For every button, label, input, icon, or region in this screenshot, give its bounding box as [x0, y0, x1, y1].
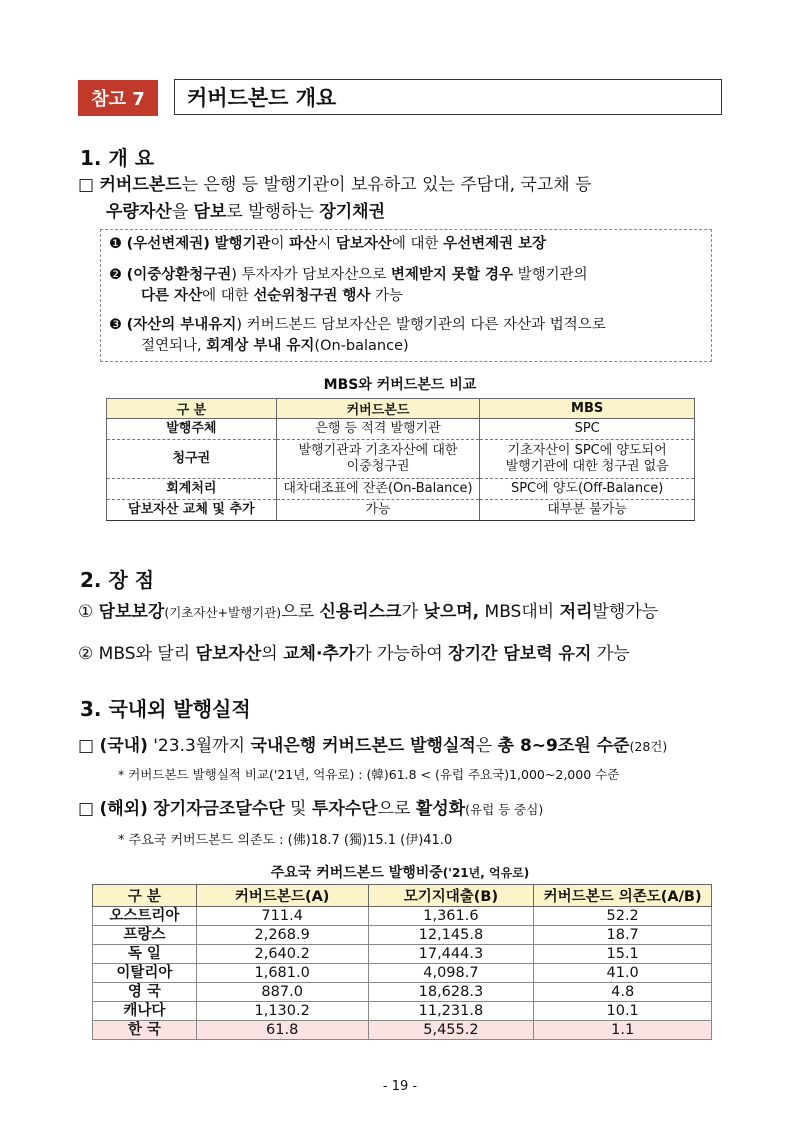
advantage-item-2 — [78, 641, 630, 668]
cell-line: 기초자산이 SPC에 양도되어 — [507, 443, 667, 458]
table-cell: 은행 등 적격 발행기관 — [276, 419, 480, 440]
column-header: 커버드본드 의존도(A/B) — [534, 885, 712, 907]
text: 절연되나, — [141, 338, 207, 354]
feature-item-3 — [109, 315, 606, 336]
overview-line-2 — [106, 199, 385, 226]
text: 발행기관 — [214, 236, 271, 252]
text: 교체·추가 — [283, 644, 356, 664]
table-cell: 887.0 — [196, 983, 368, 1002]
text: 시 — [317, 236, 336, 252]
row-header: 회계처리 — [107, 479, 277, 500]
bullet-square: □ — [78, 175, 95, 195]
table-cell: 1,361.6 — [368, 907, 534, 926]
text: 가 가능하여 — [355, 644, 449, 664]
table-row — [93, 907, 712, 926]
text: 이 — [270, 236, 290, 252]
bullet-square: □ — [78, 736, 95, 756]
domestic-note: * 커버드본드 발행실적 비교('21년, 억유로) : (韓)61.8 < (유럽 주요국)1,000~2,000 수준 — [118, 767, 620, 782]
table-cell: 12,145.8 — [368, 926, 534, 945]
text: 장기자금조달수단 — [153, 799, 285, 819]
number-marker: ❶ — [109, 236, 122, 252]
text: 으로 — [281, 602, 320, 622]
row-header: 담보자산 교체 및 추가 — [107, 500, 277, 521]
text: 선순위청구권 행사 — [253, 288, 371, 304]
text: ('21년, 억유로) — [442, 866, 530, 880]
text: 신용리스크 — [319, 602, 402, 622]
table-cell: 4,098.7 — [368, 964, 534, 983]
text: (유럽 등 중심) — [465, 802, 544, 817]
text: 낮으며, — [423, 602, 480, 622]
table-cell: 대차대조표에 잔존(On-Balance) — [276, 479, 480, 500]
row-header: 프랑스 — [93, 926, 197, 945]
text: (해외) — [99, 799, 148, 819]
advantage-item-1 — [78, 599, 658, 626]
feature-item-1 — [109, 234, 546, 255]
table-row — [107, 479, 695, 500]
table-cell: 가능 — [276, 500, 480, 521]
table-cell: 17,444.3 — [368, 945, 534, 964]
text: 의 — [261, 644, 284, 664]
row-header: 오스트리아 — [93, 907, 197, 926]
row-header: 독 일 — [93, 945, 197, 964]
overseas-note: * 주요국 커버드본드 의존도 : (佛)18.7 (獨)15.1 (伊)41.0 — [118, 833, 453, 848]
number-marker: ❷ — [109, 267, 122, 283]
overview-line-1 — [78, 172, 592, 199]
text: 을 — [171, 202, 194, 222]
table-cell: 18.7 — [534, 926, 712, 945]
text: 담보보강 — [98, 602, 165, 622]
text: (기초자산+발행기관) — [164, 605, 282, 620]
text: (28건) — [629, 739, 668, 754]
text: 담보자산 — [195, 644, 262, 664]
text: 은 — [475, 736, 498, 756]
table-cell: 1,130.2 — [196, 1002, 368, 1021]
column-header: 구 분 — [93, 885, 197, 907]
text: 담보자산 — [335, 236, 392, 252]
number-marker: ② — [78, 644, 94, 664]
text: 장기채권 — [319, 202, 386, 222]
page-number: - 19 - — [382, 1079, 418, 1094]
text: 활성화 — [415, 799, 466, 819]
table-header-row — [107, 399, 695, 419]
text: 변제받지 못할 경우 — [390, 267, 514, 283]
table-cell: 1.1 — [534, 1021, 712, 1040]
table-row — [93, 926, 712, 945]
text: 로 발행하는 — [226, 202, 320, 222]
text: '23.3월까지 — [147, 736, 251, 756]
row-header: 발행주체 — [107, 419, 277, 440]
text: 우량자산 — [106, 202, 172, 222]
table-cell: 5,455.2 — [368, 1021, 534, 1040]
column-header: 구 분 — [107, 399, 277, 419]
text: 으로 — [377, 799, 416, 819]
section-3-heading: 3. 국내외 발행실적 — [80, 697, 251, 721]
table-cell: 대부분 불가능 — [480, 500, 695, 521]
text: (우선변제권) — [126, 236, 210, 252]
text: 발행기관의 — [513, 267, 588, 283]
term-covered-bond: 커버드본드 — [99, 175, 182, 195]
text: 담보 — [193, 202, 227, 222]
bullet-square: □ — [78, 799, 95, 819]
overseas-line — [78, 796, 543, 823]
table-cell: 18,628.3 — [368, 983, 534, 1002]
row-header: 청구권 — [107, 440, 277, 479]
text: 장기간 담보력 유지 — [448, 644, 592, 664]
country-covered-bond-table — [92, 884, 712, 1040]
table-cell: 4.8 — [534, 983, 712, 1002]
text: 저리 — [559, 602, 593, 622]
column-header: 모기지대출(B) — [368, 885, 534, 907]
table-cell: 10.1 — [534, 1002, 712, 1021]
feature-item-2 — [109, 265, 588, 286]
section-1-heading: 1. 개 요 — [80, 146, 155, 170]
text: (국내) — [99, 736, 148, 756]
number-marker: ❸ — [109, 317, 122, 333]
page-title: 커버드본드 개요 — [174, 79, 722, 115]
row-header: 한 국 — [93, 1021, 197, 1040]
text: 회계상 부내 유지 — [206, 338, 315, 354]
table-cell — [276, 440, 480, 479]
reference-badge: 참고 7 — [78, 80, 158, 116]
text: 총 8~9조원 수준 — [497, 736, 630, 756]
text: 우선변제권 보장 — [443, 236, 547, 252]
table-cell: SPC — [480, 419, 695, 440]
column-header: MBS — [480, 399, 695, 419]
text: 국내은행 커버드본드 발행실적 — [250, 736, 476, 756]
table-cell: 11,231.8 — [368, 1002, 534, 1021]
table-cell: 2,268.9 — [196, 926, 368, 945]
text: (이중상환청구권 — [126, 267, 232, 283]
text: ) 커버드본드 담보자산은 발행기관의 다른 자산과 법적으로 — [236, 317, 606, 333]
mbs-table-title: MBS와 커버드본드 비교 — [323, 377, 477, 393]
country-table-title — [0, 862, 800, 882]
table-cell: 2,640.2 — [196, 945, 368, 964]
table-row — [93, 1002, 712, 1021]
table-row — [107, 500, 695, 521]
table-cell: SPC에 양도(Off-Balance) — [480, 479, 695, 500]
text: 는 은행 등 발행기관이 보유하고 있는 주담대, 국고채 등 — [181, 175, 592, 195]
text: MBS대비 — [479, 602, 560, 622]
table-row — [93, 945, 712, 964]
domestic-line — [78, 733, 667, 760]
text: 가능 — [591, 644, 630, 664]
table-row — [93, 964, 712, 983]
table-cell: 711.4 — [196, 907, 368, 926]
text: 가능 — [370, 288, 404, 304]
table-cell: 15.1 — [534, 945, 712, 964]
table-row-highlighted — [93, 1021, 712, 1040]
section-2-heading: 2. 장 점 — [80, 568, 155, 592]
row-header: 이탈리아 — [93, 964, 197, 983]
text: 파산 — [289, 236, 318, 252]
text: 투자수단 — [311, 799, 378, 819]
cell-line: 발행기관에 대한 청구권 없음 — [505, 459, 669, 474]
text: 발행가능 — [592, 602, 659, 622]
text: (On-balance) — [314, 338, 409, 354]
feature-box — [100, 229, 712, 362]
row-header: 영 국 — [93, 983, 197, 1002]
cell-line: 발행기관과 기초자산에 대한 — [298, 443, 458, 458]
text: 에 대한 — [391, 236, 444, 252]
column-header: 커버드본드 — [276, 399, 480, 419]
column-header: 커버드본드(A) — [196, 885, 368, 907]
table-cell: 1,681.0 — [196, 964, 368, 983]
feature-item-2-cont — [141, 286, 403, 307]
mbs-comparison-table — [106, 398, 695, 521]
text: MBS와 달리 — [98, 644, 196, 664]
number-marker: ① — [78, 602, 94, 622]
text: (자산의 부내유지 — [126, 317, 237, 333]
table-cell — [480, 440, 695, 479]
table-cell: 52.2 — [534, 907, 712, 926]
cell-line: 이중청구권 — [346, 459, 410, 474]
text: 다른 자산 — [141, 288, 203, 304]
table-header-row — [93, 885, 712, 907]
table-row — [107, 419, 695, 440]
table-row — [107, 440, 695, 479]
table-row — [93, 983, 712, 1002]
table-cell: 41.0 — [534, 964, 712, 983]
text: 에 대한 — [202, 288, 254, 304]
table-cell: 61.8 — [196, 1021, 368, 1040]
feature-item-3-cont — [141, 336, 409, 357]
text: ) 투자자가 담보자산으로 — [231, 267, 391, 283]
text: 및 — [284, 799, 312, 819]
row-header: 캐나다 — [93, 1002, 197, 1021]
text: 주요국 커버드본드 발행비중 — [270, 865, 443, 881]
text: 가 — [401, 602, 424, 622]
